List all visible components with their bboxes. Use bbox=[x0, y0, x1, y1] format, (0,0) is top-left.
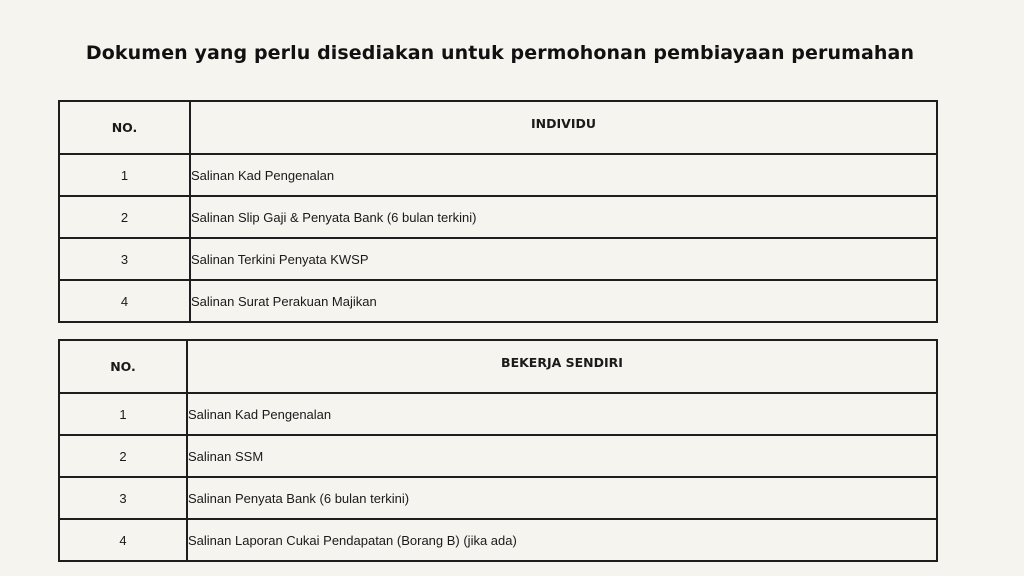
table-row bbox=[59, 435, 937, 477]
table-row bbox=[59, 196, 937, 238]
bekerja-sendiri-table bbox=[58, 339, 938, 562]
column-header-bekerja-sendiri: BEKERJA SENDIRI bbox=[187, 340, 937, 393]
column-header-individu: INDIVIDU bbox=[190, 101, 937, 154]
page-title: Dokumen yang perlu disediakan untuk permohonan pembiayaan perumahan bbox=[85, 42, 915, 64]
row-number: 4 bbox=[59, 280, 190, 322]
row-number: 2 bbox=[59, 196, 190, 238]
row-number: 1 bbox=[59, 154, 190, 196]
row-document: Salinan Penyata Bank (6 bulan terkini) bbox=[187, 477, 937, 519]
row-number: 4 bbox=[59, 519, 187, 561]
table-row bbox=[59, 393, 937, 435]
table-row bbox=[59, 519, 937, 561]
row-document: Salinan Slip Gaji & Penyata Bank (6 bulan terkini) bbox=[190, 196, 937, 238]
table-row bbox=[59, 280, 937, 322]
column-header-no: NO. bbox=[59, 101, 190, 154]
row-document: Salinan Terkini Penyata KWSP bbox=[190, 238, 937, 280]
row-document: Salinan Surat Perakuan Majikan bbox=[190, 280, 937, 322]
column-header-no: NO. bbox=[59, 340, 187, 393]
row-number: 3 bbox=[59, 238, 190, 280]
row-document: Salinan Kad Pengenalan bbox=[187, 393, 937, 435]
row-document: Salinan Kad Pengenalan bbox=[190, 154, 937, 196]
row-document: Salinan Laporan Cukai Pendapatan (Borang B) (jika ada) bbox=[187, 519, 937, 561]
table-row bbox=[59, 154, 937, 196]
row-number: 2 bbox=[59, 435, 187, 477]
table-row bbox=[59, 477, 937, 519]
individu-table bbox=[58, 100, 938, 323]
row-number: 3 bbox=[59, 477, 187, 519]
table-header-row bbox=[59, 340, 937, 393]
row-document: Salinan SSM bbox=[187, 435, 937, 477]
table-header-row bbox=[59, 101, 937, 154]
table-row bbox=[59, 238, 937, 280]
row-number: 1 bbox=[59, 393, 187, 435]
